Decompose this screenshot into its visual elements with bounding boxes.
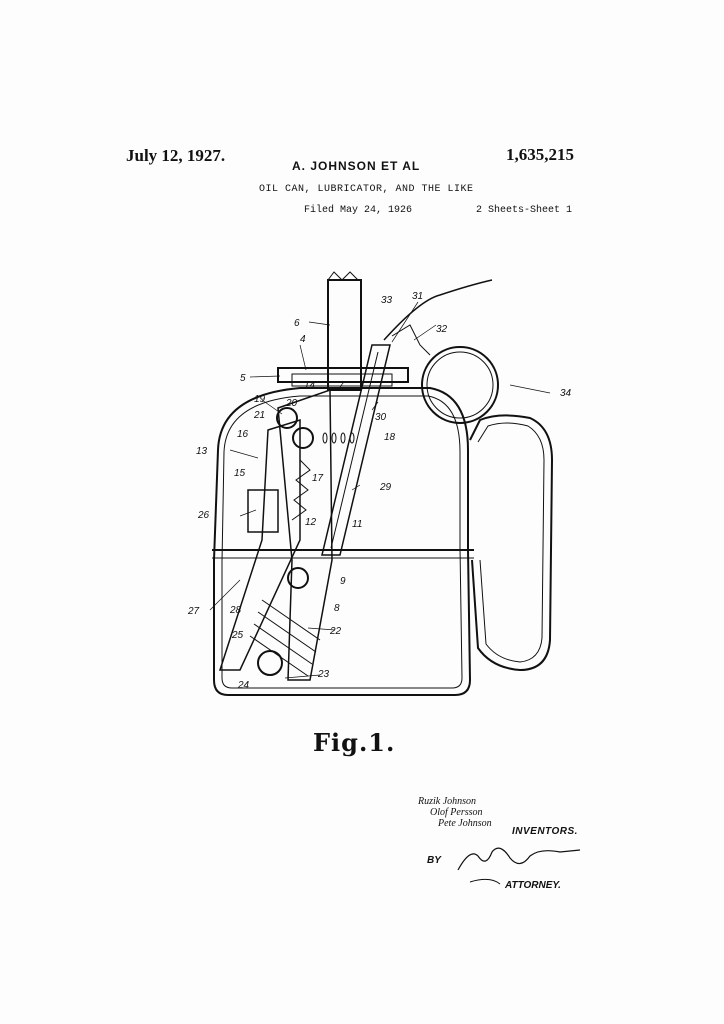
svg-text:28: 28 [230,605,242,616]
svg-text:26: 26 [198,510,210,521]
inventor-name: Pete Johnson [438,818,492,829]
svg-text:34: 34 [560,388,572,399]
svg-text:32: 32 [436,324,448,335]
svg-text:20: 20 [286,398,298,409]
svg-text:19: 19 [254,394,266,405]
attorney-signature [458,848,580,870]
spring [292,460,310,520]
svg-text:8: 8 [334,603,340,614]
svg-text:13: 13 [196,446,208,457]
patent-title: OIL CAN, LUBRICATOR, AND THE LIKE [259,184,474,195]
svg-text:18: 18 [384,432,396,443]
filed-date: Filed May 24, 1926 [304,205,413,216]
svg-text:12: 12 [305,517,317,528]
svg-text:5: 5 [240,373,246,384]
svg-text:25: 25 [232,630,244,641]
svg-text:14: 14 [304,380,316,391]
patent-number: 1,635,215 [506,145,574,164]
inventor-name: Olof Persson [430,807,483,818]
svg-text:29: 29 [380,482,392,493]
svg-text:6: 6 [294,318,300,329]
handle [470,415,552,670]
svg-text:17: 17 [312,473,324,484]
svg-text:30: 30 [375,412,387,423]
svg-text:27: 27 [188,606,200,617]
svg-text:21: 21 [254,410,266,421]
by-label: BY [427,855,441,866]
svg-text:16: 16 [237,429,249,440]
svg-text:15: 15 [234,468,246,479]
inventor-signatures [418,796,492,829]
svg-text:7: 7 [338,381,344,392]
svg-text:31: 31 [412,291,424,302]
inventor-line: A. JOHNSON ET AL [292,159,421,173]
svg-text:33: 33 [381,295,393,306]
figure-label: Fig.1. [313,728,396,757]
svg-text:4: 4 [300,334,306,345]
inventors-label: INVENTORS. [512,826,578,837]
svg-text:22: 22 [330,626,342,637]
patent-date: July 12, 1927. [126,146,226,165]
inventor-name: Ruzik Johnson [418,796,477,807]
attorney-label: ATTORNEY. [505,880,561,891]
svg-text:9: 9 [340,576,346,587]
svg-text:23: 23 [318,669,330,680]
reference-numerals [187,291,572,691]
svg-text:11: 11 [352,519,363,530]
svg-text:24: 24 [238,680,250,691]
sheet-count: 2 Sheets-Sheet 1 [476,205,573,216]
